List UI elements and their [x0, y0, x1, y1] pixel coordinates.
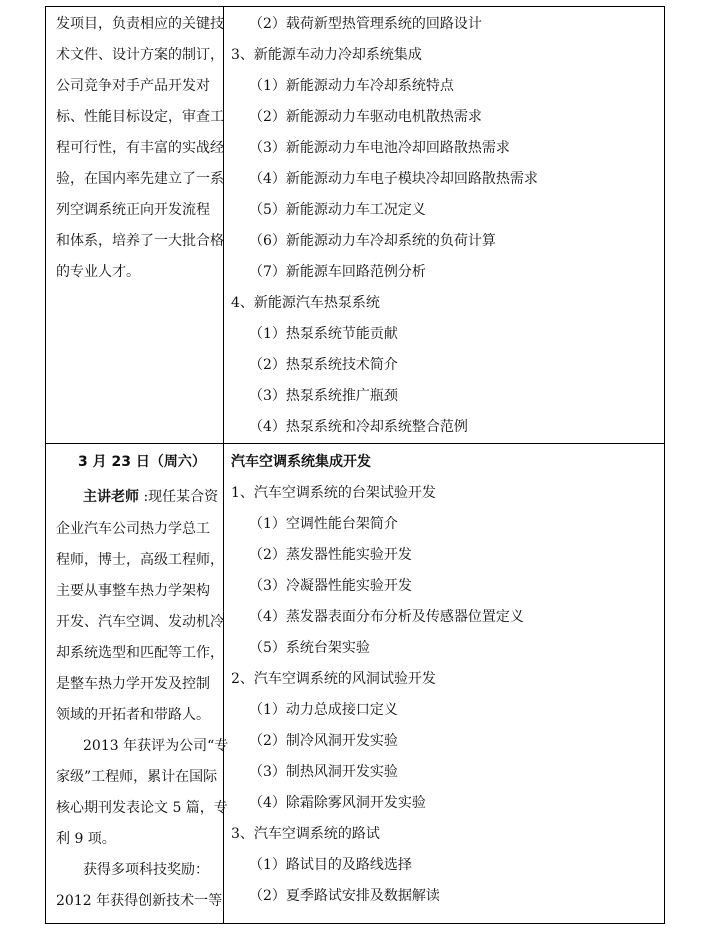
text-line: 企业汽车公司热力学总工 — [56, 521, 210, 537]
outline-item: （4）除霜除雾风洞开发实验 — [249, 795, 426, 811]
text-line: 却系统选型和匹配等工作， — [56, 645, 224, 661]
outline-heading: 4、新能源汽车热泵系统 — [231, 295, 380, 311]
outline-item: （1）新能源动力车冷却系统特点 — [249, 78, 454, 94]
outline-item: （5）新能源动力车工况定义 — [249, 202, 426, 218]
text-line: 列空调系统正向开发流程 — [56, 202, 210, 218]
teacher-intro-text: :现任某合资 — [139, 489, 219, 505]
course-schedule-table — [45, 6, 665, 924]
outline-heading: 1、汽车空调系统的台架试验开发 — [231, 485, 436, 501]
outline-item: （2）蒸发器性能实验开发 — [249, 547, 412, 563]
text-line: 是整车热力学开发及控制 — [56, 676, 210, 692]
outline-item: （2）热泵系统技术简介 — [249, 357, 398, 373]
teacher-label: 主讲老师 — [83, 489, 139, 505]
outline-item: （1）空调性能台架简介 — [249, 516, 398, 532]
text-line: 和体系，培养了一大批合格 — [56, 233, 224, 249]
session-date: 3 月 23 日（周六） — [78, 454, 206, 470]
row-divider — [46, 443, 664, 444]
outline-item: （2）夏季路试安排及数据解读 — [249, 888, 440, 904]
text-line: 家级”工程师，累计在国际 — [56, 769, 218, 785]
teacher-intro-line — [83, 488, 218, 506]
outline-item: （1）动力总成接口定义 — [249, 702, 398, 718]
text-line: 主要从事整车热力学架构 — [56, 583, 210, 599]
outline-item: （1）路试目的及路线选择 — [249, 857, 412, 873]
outline-heading: 3、新能源车动力冷却系统集成 — [231, 47, 422, 63]
outline-item: （4）新能源动力车电子模块冷却回路散热需求 — [249, 171, 538, 187]
text-line: 利 9 项。 — [56, 831, 116, 847]
text-line: 术文件、设计方案的制订， — [56, 47, 224, 63]
text-line: 发项目，负责相应的关键技 — [56, 16, 224, 32]
outline-item: （5）系统台架实验 — [249, 640, 370, 656]
text-line: 程师，博士，高级工程师， — [56, 552, 224, 568]
outline-item: （4）蒸发器表面分布分析及传感器位置定义 — [249, 609, 524, 625]
outline-item: （2）新能源动力车驱动电机散热需求 — [249, 109, 482, 125]
text-line: 2012 年获得创新技术一等 — [56, 893, 223, 909]
outline-item: （7）新能源车回路范例分析 — [249, 264, 426, 280]
outline-heading: 2、汽车空调系统的风洞试验开发 — [231, 671, 436, 687]
outline-item: （3）新能源动力车电池冷却回路散热需求 — [249, 140, 510, 156]
text-line: 开发、汽车空调、发动机冷 — [56, 614, 224, 630]
course-title: 汽车空调系统集成开发 — [231, 454, 371, 470]
outline-item: （2）制冷风洞开发实验 — [249, 733, 398, 749]
outline-item: （4）热泵系统和冷却系统整合范例 — [249, 419, 468, 435]
outline-item: （3）热泵系统推广瓶颈 — [249, 388, 398, 404]
text-line: 的专业人才。 — [56, 264, 140, 280]
text-line: 公司竞争对手产品开发对 — [56, 78, 210, 94]
text-line: 领域的开拓者和带路人。 — [56, 707, 210, 723]
text-line: 2013 年获评为公司“专 — [83, 738, 229, 754]
outline-item: （3）冷凝器性能实验开发 — [249, 578, 412, 594]
text-line: 核心期刊发表论文 5 篇，专 — [56, 800, 228, 816]
text-line: 程可行性，有丰富的实战经 — [56, 140, 224, 156]
outline-item: （3）制热风洞开发实验 — [249, 764, 398, 780]
outline-item: （6）新能源动力车冷却系统的负荷计算 — [249, 233, 496, 249]
text-line: 验，在国内率先建立了一系 — [56, 171, 224, 187]
text-line: 标、性能目标设定，审查工 — [56, 109, 224, 125]
text-line: 获得多项科技奖励： — [83, 862, 209, 878]
outline-heading: 3、汽车空调系统的路试 — [231, 826, 380, 842]
outline-item: （2）载荷新型热管理系统的回路设计 — [249, 16, 482, 32]
outline-item: （1）热泵系统节能贡献 — [249, 326, 398, 342]
